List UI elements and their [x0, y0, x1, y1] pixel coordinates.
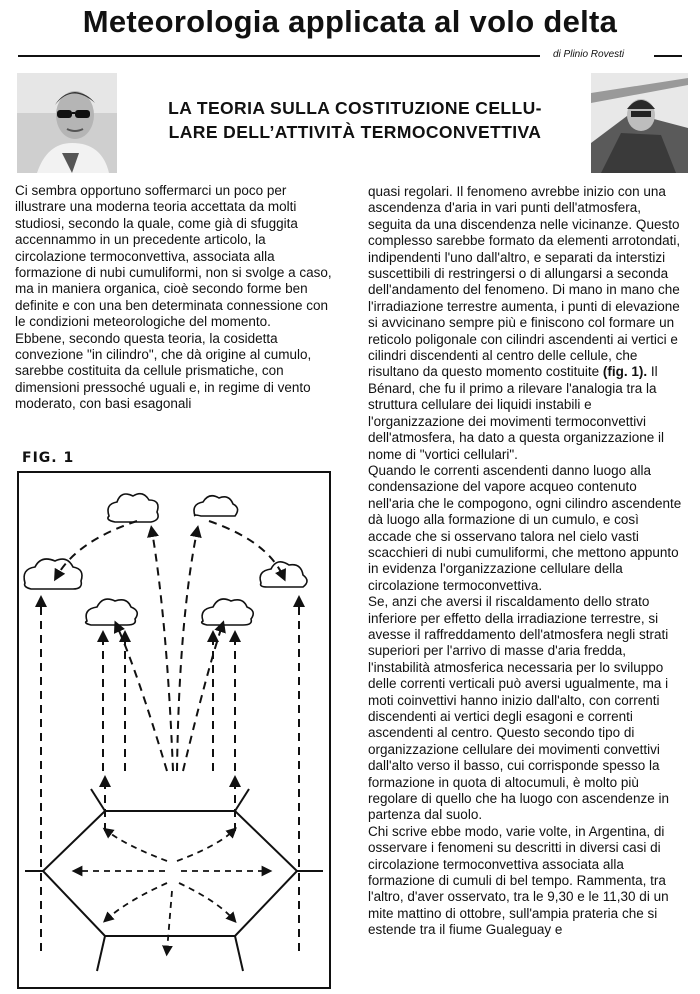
paragraph — [368, 184, 686, 463]
cloud-icon — [108, 494, 158, 522]
subtitle-line-1: LA TEORIA SULLA COSTITUZIONE CELLU- — [168, 98, 542, 118]
page-title: Meteorologia applicata al volo delta — [82, 4, 618, 39]
cloud-icon — [24, 559, 82, 589]
title-rule-end — [654, 55, 682, 57]
convection-cell-figure — [17, 471, 331, 989]
cloud-icon — [86, 599, 138, 625]
cloud-icon — [194, 496, 238, 516]
article-subtitle — [135, 96, 575, 144]
paragraph-text: quasi regolari. Il fenomeno avrebbe inizio con una ascendenza d'aria in vari punti dell'atmosfera, seguita da una discendenza nelle vicinanze. Questo complesso sarebbe formato da elementi arrotondati, indipendenti l'uno dall'altro, e separati da interstizi suscettibili di restringersi o di allungarsi a seconda dell'andamento del fenomeno. Di mano in mano che l'irradiazione terrestre aumenta, i punti di elevazione si avvicinano sempre più e finiscono col formare un reticolo poligonale con cilindri ascendenti ai vertici e cilindri discendenti al centro delle cellule, che risultano da questo momento costituite — [368, 184, 681, 380]
article-column-2 — [368, 184, 686, 939]
paragraph: Se, anzi che aversi il riscaldamento dello strato inferiore per effetto della irradiazione terrestre, si avesse il raffreddamento dell'atmosfera negli strati superiori per l'arrivo di masse d'aria fredda, l'instabilità atmosferica necessaria per lo sviluppo delle correnti verticali può aversi ugualmente, ma i moti coinvettivi hanno inizio dall'alto, con correnti discendenti ai vertici degli esagoni e correnti ascendenti al centro. Questo secondo tipo di organizzazione cellulare dei movimenti convettivi dall'alto verso il basso, cui corrisponde spesso la formazione in quota di altocumuli, è molto più regolare di quello che ha luogo con ascendenze in partenza dal suolo. — [368, 594, 669, 823]
paragraph: Quando le correnti ascendenti danno luogo alla condensazione del vapore acqueo contenuto nell'aria che le compogono, ogni cilindro ascendente dà luogo alla formazione di un cumulo, e così accade che si osservano talora nel cielo vasti scacchieri di nubi cumuliformi, che mettono appunto in evidenza l'organizzazione cellulare della circolazione termoconvettiva. — [368, 462, 682, 593]
figure-reference: (fig. 1). — [602, 364, 648, 380]
title-rule — [18, 55, 540, 57]
byline: di Plinio Rovesti — [553, 49, 625, 60]
author-photo — [17, 73, 117, 173]
pilot-photo — [591, 73, 688, 173]
paragraph-text: Il Bénard, che fu il primo a rilevare l'analogia tra la struttura cellulare dei liquidi instabili e l'organizzazione dei movimenti termoconvettivi dell'atmosfera, ha dato a questa organizzazione il nome di "vortici cellulari". — [368, 364, 665, 462]
paragraph: Chi scrive ebbe modo, varie volte, in Argentina, di osservare i fenomeni su descritti in diversi casi di circolazione termoconvettiva associata alla formazione di cumuli di bel tempo. Rammenta, tra l'altro, d'aver osservato, tra le 9,30 e le 11,30 di un mite mattino di ottobre, sull'ampia prateria che si estende tra il fiume Gualeguay e — [368, 823, 669, 938]
cloud-icon — [202, 599, 254, 625]
paragraph: Ci sembra opportuno soffermarci un poco per illustrare una moderna teoria accettata da molti studiosi, secondo la quale, come già di sfuggita accennammo in un precedente articolo, la circolazione termoconvettiva, associata alla formazione di nubi cumuliformi, non si svolge a caso, ma in maniera organica, cioè secondo forme ben definite e con una ben determinata connessione con le condizioni meteorologiche del momento. — [15, 183, 332, 330]
article-column-1 — [15, 183, 333, 413]
paragraph: Ebbene, secondo questa teoria, la cosidetta convezione "in cilindro", che dà origine al cumulo, sarebbe costituita da cellule prismatiche, con dimensioni pressoché uguali e, in regime di vento moderato, con basi esagonali — [15, 330, 312, 412]
cloud-icon — [260, 562, 307, 587]
subtitle-line-2: LARE DELL’ATTIVITÀ TERMOCONVETTIVA — [168, 122, 542, 142]
figure-label: FIG. 1 — [22, 450, 75, 466]
